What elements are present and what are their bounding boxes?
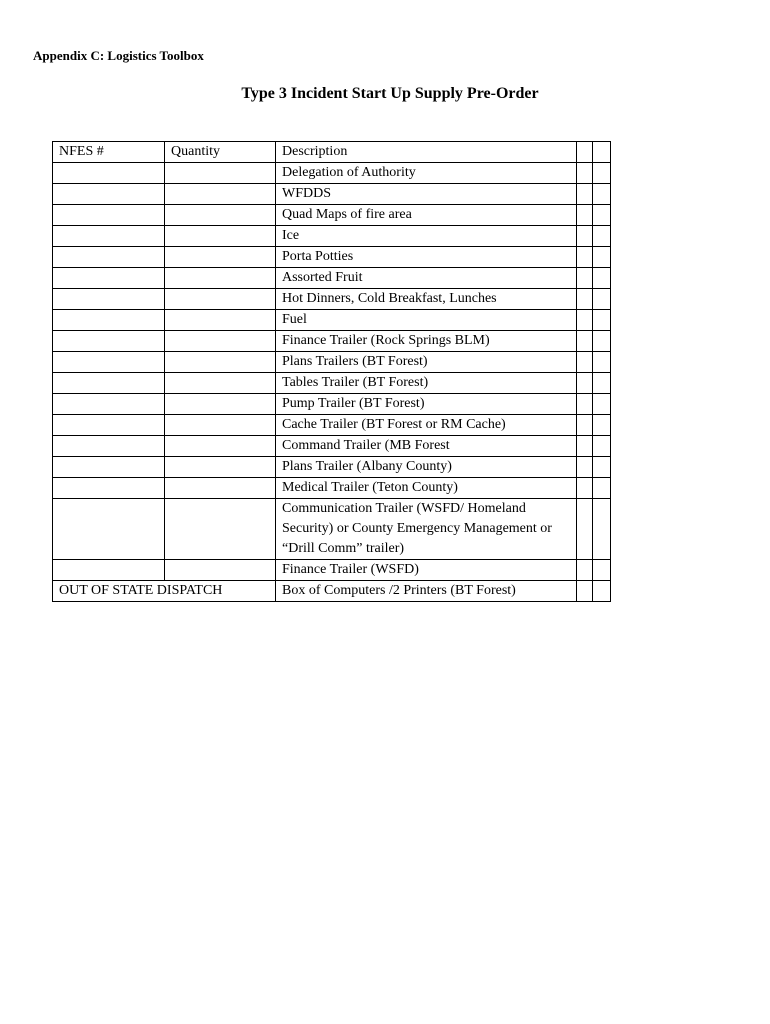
check-cell xyxy=(593,184,611,205)
quantity-cell xyxy=(165,457,276,478)
check-cell xyxy=(577,268,593,289)
check-cell xyxy=(593,268,611,289)
description-cell: Command Trailer (MB Forest xyxy=(276,436,577,457)
description-cell: Medical Trailer (Teton County) xyxy=(276,478,577,499)
check-cell xyxy=(593,289,611,310)
table-row-out-of-state xyxy=(53,581,611,602)
quantity-cell xyxy=(165,184,276,205)
check-cell xyxy=(577,581,593,602)
appendix-heading: Appendix C: Logistics Toolbox xyxy=(33,48,204,63)
nfes-cell xyxy=(53,310,165,331)
description-cell: Tables Trailer (BT Forest) xyxy=(276,373,577,394)
quantity-cell xyxy=(165,289,276,310)
table-row xyxy=(53,499,611,560)
check-cell xyxy=(577,560,593,581)
description-cell: Cache Trailer (BT Forest or RM Cache) xyxy=(276,415,577,436)
table-row xyxy=(53,373,611,394)
check-cell xyxy=(593,457,611,478)
check-cell xyxy=(593,142,611,163)
table-row xyxy=(53,289,611,310)
quantity-header: Quantity xyxy=(165,142,276,163)
description-cell: Ice xyxy=(276,226,577,247)
nfes-header: NFES # xyxy=(53,142,165,163)
table-row xyxy=(53,331,611,352)
description-cell: Pump Trailer (BT Forest) xyxy=(276,394,577,415)
description-cell: Quad Maps of fire area xyxy=(276,205,577,226)
nfes-cell xyxy=(53,289,165,310)
quantity-cell xyxy=(165,560,276,581)
description-cell: Finance Trailer (Rock Springs BLM) xyxy=(276,331,577,352)
check-cell xyxy=(577,373,593,394)
check-cell xyxy=(593,310,611,331)
quantity-cell xyxy=(165,163,276,184)
check-cell xyxy=(593,581,611,602)
nfes-cell xyxy=(53,499,165,560)
nfes-cell xyxy=(53,560,165,581)
check-cell xyxy=(593,415,611,436)
table-row xyxy=(53,247,611,268)
check-cell xyxy=(577,163,593,184)
check-cell xyxy=(577,142,593,163)
nfes-cell xyxy=(53,352,165,373)
check-cell xyxy=(593,205,611,226)
table-row xyxy=(53,436,611,457)
check-cell xyxy=(593,163,611,184)
check-cell xyxy=(577,247,593,268)
nfes-cell xyxy=(53,331,165,352)
nfes-cell xyxy=(53,478,165,499)
table-row xyxy=(53,184,611,205)
nfes-cell xyxy=(53,163,165,184)
quantity-cell xyxy=(165,205,276,226)
description-header: Description xyxy=(276,142,577,163)
table-row xyxy=(53,457,611,478)
nfes-cell xyxy=(53,226,165,247)
nfes-cell xyxy=(53,436,165,457)
quantity-cell xyxy=(165,226,276,247)
quantity-cell xyxy=(165,394,276,415)
nfes-cell xyxy=(53,415,165,436)
check-cell xyxy=(577,436,593,457)
quantity-cell xyxy=(165,373,276,394)
description-cell: Box of Computers /2 Printers (BT Forest) xyxy=(276,581,577,602)
check-cell xyxy=(577,331,593,352)
check-cell xyxy=(577,457,593,478)
check-cell xyxy=(577,415,593,436)
quantity-cell xyxy=(165,310,276,331)
table-row xyxy=(53,394,611,415)
description-cell: Porta Potties xyxy=(276,247,577,268)
check-cell xyxy=(593,331,611,352)
check-cell xyxy=(577,205,593,226)
check-cell xyxy=(593,352,611,373)
nfes-cell xyxy=(53,184,165,205)
table-row xyxy=(53,310,611,331)
nfes-cell xyxy=(53,457,165,478)
check-cell xyxy=(577,352,593,373)
nfes-cell xyxy=(53,394,165,415)
check-cell xyxy=(577,499,593,560)
table-row xyxy=(53,415,611,436)
out-of-state-dispatch-label: OUT OF STATE DISPATCH xyxy=(53,581,276,602)
table-row xyxy=(53,352,611,373)
quantity-cell xyxy=(165,247,276,268)
page-title: Type 3 Incident Start Up Supply Pre-Order xyxy=(241,85,539,102)
nfes-cell xyxy=(53,373,165,394)
quantity-cell xyxy=(165,331,276,352)
table-header-row xyxy=(53,142,611,163)
quantity-cell xyxy=(165,415,276,436)
description-cell: WFDDS xyxy=(276,184,577,205)
table-row xyxy=(53,268,611,289)
table-row xyxy=(53,205,611,226)
description-cell: Plans Trailer (Albany County) xyxy=(276,457,577,478)
table-row xyxy=(53,478,611,499)
nfes-cell xyxy=(53,205,165,226)
quantity-cell xyxy=(165,478,276,499)
description-cell: Fuel xyxy=(276,310,577,331)
check-cell xyxy=(577,310,593,331)
description-cell: Communication Trailer (WSFD/ Homeland Security) or County Emergency Management or “Drill Comm” trailer) xyxy=(276,499,577,560)
description-cell: Hot Dinners, Cold Breakfast, Lunches xyxy=(276,289,577,310)
quantity-cell xyxy=(165,499,276,560)
quantity-cell xyxy=(165,268,276,289)
description-cell: Assorted Fruit xyxy=(276,268,577,289)
table-row xyxy=(53,560,611,581)
nfes-cell xyxy=(53,268,165,289)
check-cell xyxy=(593,478,611,499)
check-cell xyxy=(577,394,593,415)
quantity-cell xyxy=(165,436,276,457)
check-cell xyxy=(593,373,611,394)
check-cell xyxy=(577,289,593,310)
check-cell xyxy=(593,436,611,457)
table-row xyxy=(53,163,611,184)
check-cell xyxy=(577,226,593,247)
check-cell xyxy=(577,184,593,205)
check-cell xyxy=(593,499,611,560)
check-cell xyxy=(593,560,611,581)
check-cell xyxy=(593,226,611,247)
description-cell: Plans Trailers (BT Forest) xyxy=(276,352,577,373)
check-cell xyxy=(593,394,611,415)
check-cell xyxy=(593,247,611,268)
nfes-cell xyxy=(53,247,165,268)
check-cell xyxy=(577,478,593,499)
quantity-cell xyxy=(165,352,276,373)
description-cell: Finance Trailer (WSFD) xyxy=(276,560,577,581)
supply-preorder-table xyxy=(52,141,611,602)
table-row xyxy=(53,226,611,247)
description-cell: Delegation of Authority xyxy=(276,163,577,184)
